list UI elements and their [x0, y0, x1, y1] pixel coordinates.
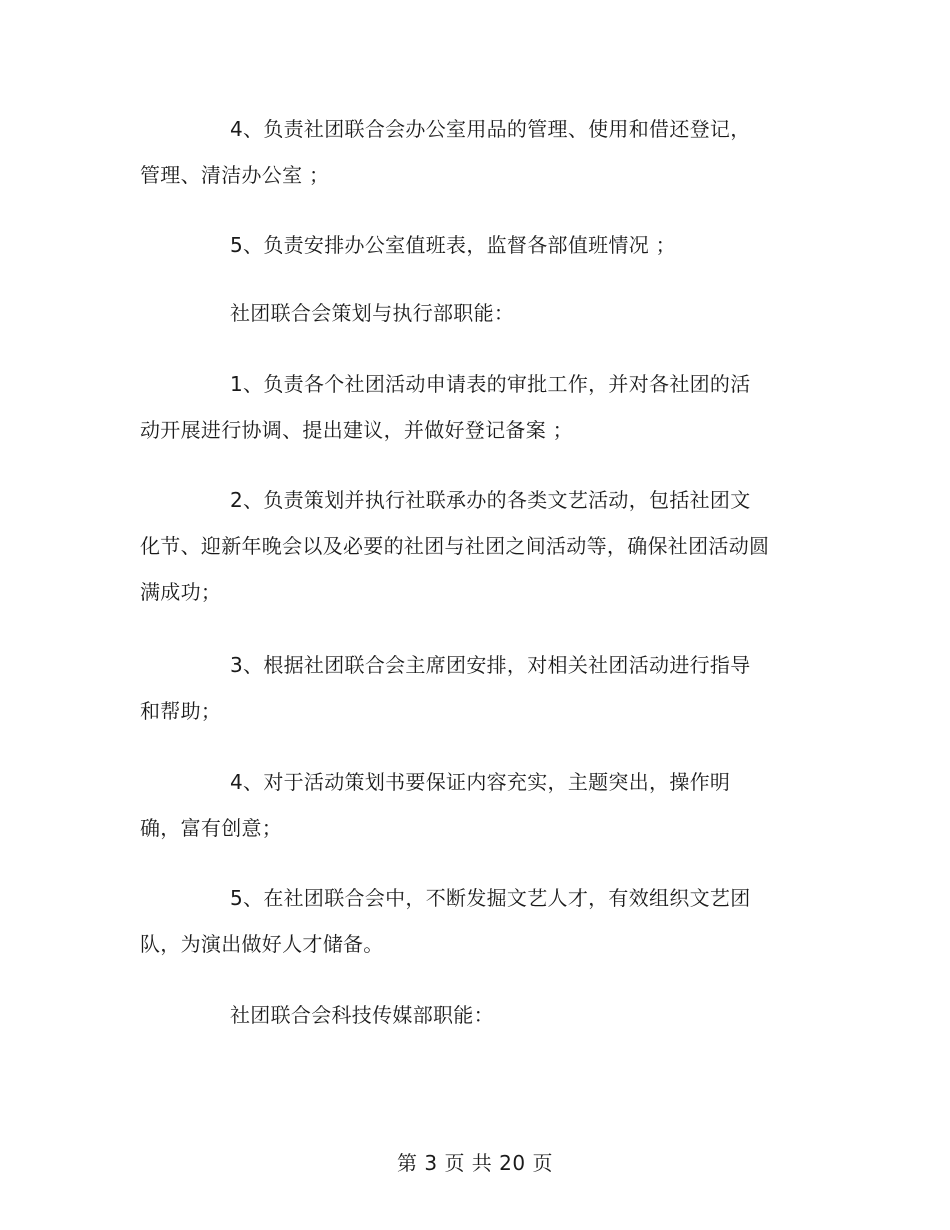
paragraph-approval-work: 1、负责各个社团活动申请表的审批工作，并对各社团的活动开展进行协调、提出建议，并做好登记备案 ；: [140, 372, 751, 442]
paragraph-guidance: 3、根据社团联合会主席团安排，对相关社团活动进行指导和帮助；: [140, 653, 751, 723]
paragraph-cultural-activities: 2、负责策划并执行社联承办的各类文艺活动，包括社团文化节、迎新年晚会以及必要的社团与社团之间活动等，确保社团活动圆满成功；: [140, 488, 770, 604]
page-number-footer: 第 3 页 共 20 页: [397, 1151, 553, 1175]
section-heading-tech-media-dept: 社团联合会科技传媒部职能：: [230, 1003, 494, 1027]
paragraph-planning-proposal: 4、对于活动策划书要保证内容充实，主题突出，操作明确，富有创意；: [140, 770, 731, 840]
paragraph-talent-discovery: 5、在社团联合会中，不断发掘文艺人才，有效组织文艺团队，为演出做好人才储备。: [140, 886, 751, 956]
section-heading-planning-dept: 社团联合会策划与执行部职能：: [230, 301, 515, 325]
paragraph-office-supplies: 4、负责社团联合会办公室用品的管理、使用和借还登记，管理、清洁办公室 ；: [140, 117, 751, 187]
paragraph-duty-schedule: 5、负责安排办公室值班表，监督各部值班情况 ；: [230, 233, 676, 257]
